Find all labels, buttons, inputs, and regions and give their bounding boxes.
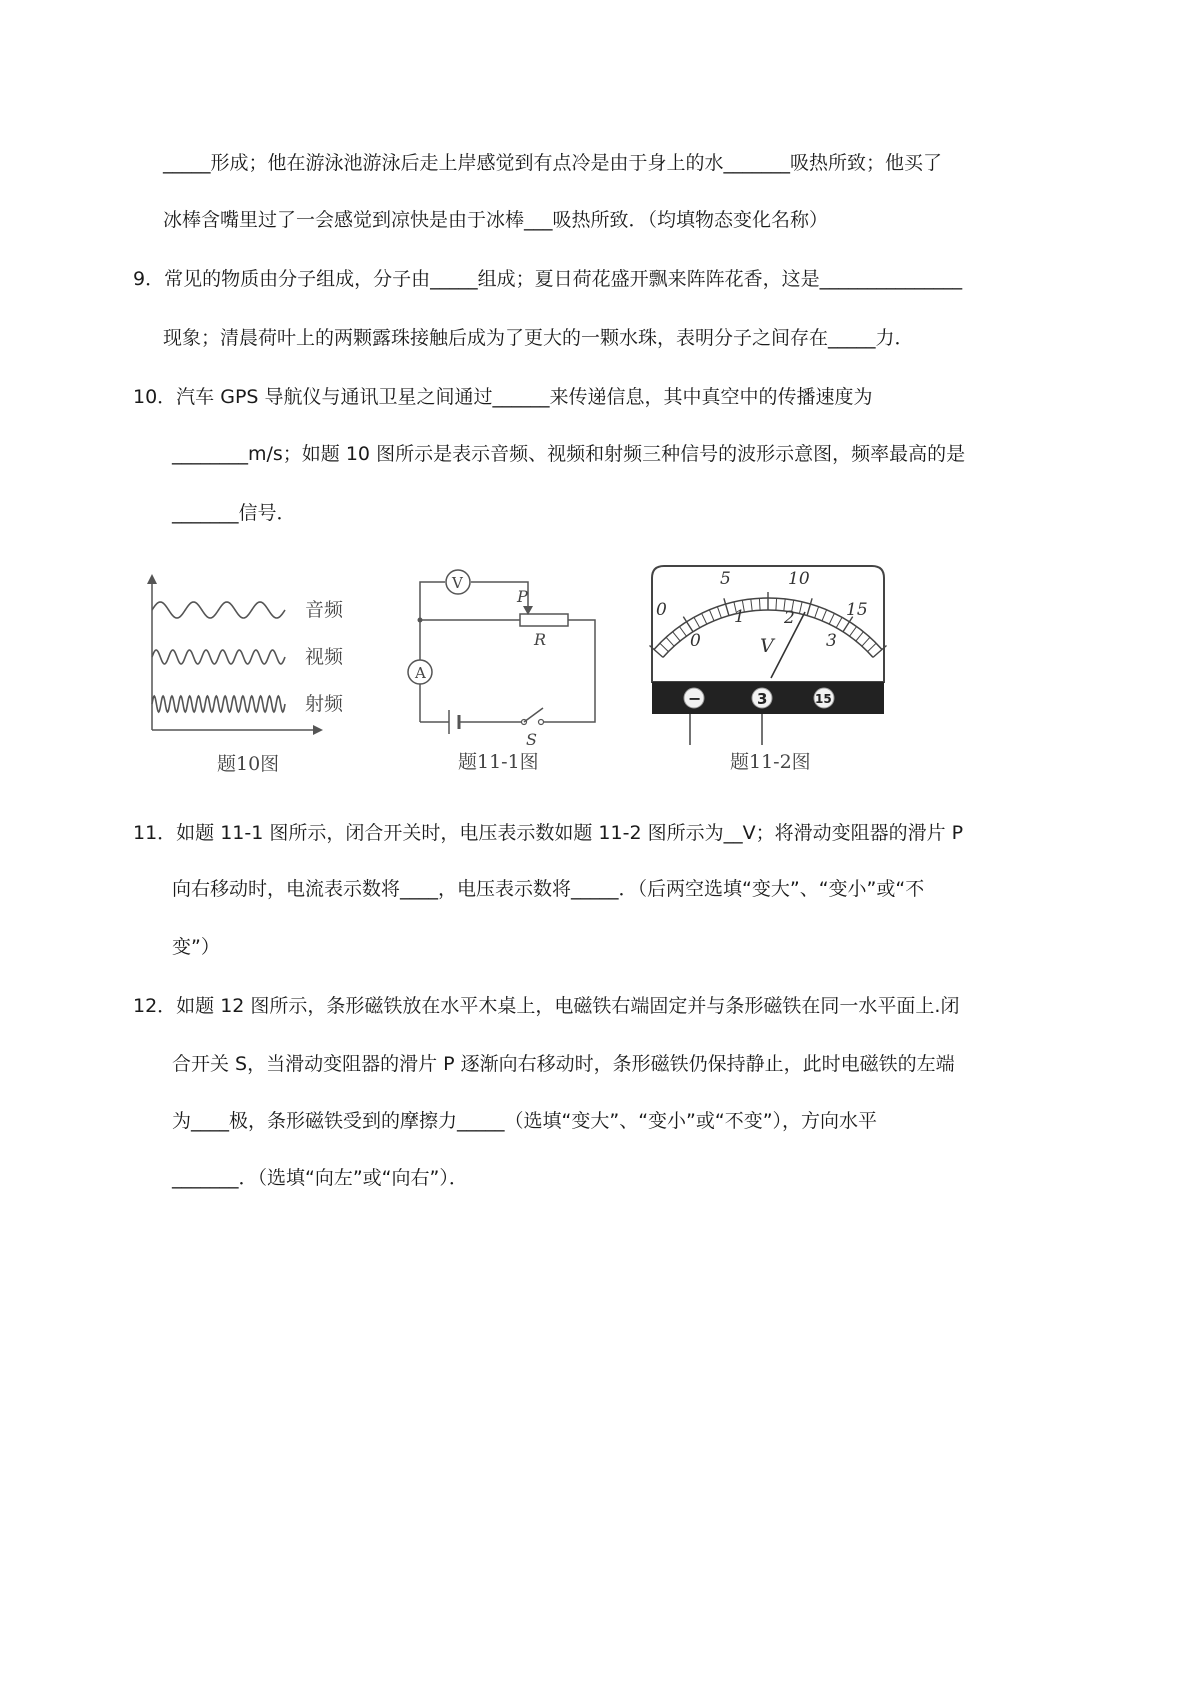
inner-scale-1: 1 — [734, 607, 745, 627]
scale-tick — [759, 598, 760, 610]
y-axis-arrow — [147, 574, 157, 584]
text-line: 向右移动时，电流表示数将____，电压表示数将_____．（后两空选填“变大”、“变小”或“不 — [172, 878, 925, 900]
question-11: 11．如题 11-1 图所示，闭合开关时，电压表示数如题 11-2 图所示为__V；将滑动变阻器的滑片 P — [133, 822, 964, 844]
terminal-3-label: 3 — [757, 690, 768, 708]
rheostat-icon — [520, 614, 568, 626]
label-audio: 音频 — [305, 599, 344, 621]
text-line: 合开关 S，当滑动变阻器的滑片 P 逐渐向右移动时，条形磁铁仍保持静止，此时电磁铁的左端 — [172, 1053, 955, 1075]
question-12: 12．如题 12 图所示，条形磁铁放在水平木桌上，电磁铁右端固定并与条形磁铁在同一水平面上.闭 — [133, 995, 960, 1017]
text-line: ________m/s；如题 10 图所示是表示音频、视频和射频三种信号的波形示意图，频率最高的是 — [172, 443, 966, 465]
junction-dot — [418, 618, 423, 623]
inner-scale-2: 2 — [784, 608, 795, 628]
figure-11-2-voltmeter — [648, 560, 888, 785]
switch-label: S — [526, 730, 537, 749]
text-line: 为____极，条形磁铁受到的摩擦力_____（选填“变大”、“变小”或“不变”），方向水平 — [172, 1110, 878, 1132]
unit-label: V — [760, 635, 774, 657]
slider-label: P — [517, 587, 528, 606]
switch-contact — [539, 720, 544, 725]
audio-wave — [152, 602, 285, 618]
outer-scale-15: 15 — [846, 600, 868, 620]
terminal-negative-label: − — [688, 689, 702, 708]
wire — [543, 620, 595, 722]
question-9: 9．常见的物质由分子组成，分子由_____组成；夏日荷花盛开飘来阵阵花香，这是_______________ — [133, 268, 963, 290]
inner-scale-0: 0 — [690, 631, 701, 651]
outer-scale-0: 0 — [656, 600, 667, 620]
terminal-15-label: 15 — [815, 692, 832, 706]
text-line: _______信号． — [172, 502, 296, 524]
text-line: 冰棒含嘴里过了一会感觉到凉快是由于冰棒___吸热所致．（均填物态变化名称） — [163, 209, 829, 231]
outer-scale-5: 5 — [720, 569, 731, 589]
question-10: 10．汽车 GPS 导航仪与通讯卫星之间通过______来传递信息，其中真空中的传播速度为 — [133, 386, 873, 408]
text-line: _______．（选填“向左”或“向右”）． — [172, 1167, 468, 1189]
meter-face — [652, 566, 884, 682]
figure-10-caption: 题10图 — [217, 753, 280, 775]
label-rf: 射频 — [305, 693, 344, 715]
scale-tick — [776, 598, 777, 610]
figure-11-1-circuit — [400, 560, 620, 785]
text-line: 现象；清晨荷叶上的两颗露珠接触后成为了更大的一颗水珠，表明分子之间存在_____力． — [163, 327, 914, 349]
voltmeter-label: V — [452, 574, 463, 592]
text-line: _____形成；他在游泳池游泳后走上岸感觉到有点冷是由于身上的水_______吸热所致；他买了 — [163, 152, 943, 174]
video-wave — [152, 650, 285, 664]
inner-scale-3: 3 — [826, 631, 837, 651]
text-line: 变”） — [172, 936, 220, 958]
figure-10-waveforms — [135, 570, 365, 785]
outer-scale-10: 10 — [788, 569, 810, 589]
figure-11-1-caption: 题11-1图 — [458, 751, 539, 773]
label-video: 视频 — [305, 646, 344, 668]
figure-11-2-caption: 题11-2图 — [730, 751, 811, 773]
x-axis-arrow — [313, 725, 323, 735]
ammeter-label: A — [415, 664, 426, 682]
resistor-label: R — [534, 630, 547, 649]
wire — [420, 582, 445, 620]
rf-wave — [152, 696, 285, 712]
